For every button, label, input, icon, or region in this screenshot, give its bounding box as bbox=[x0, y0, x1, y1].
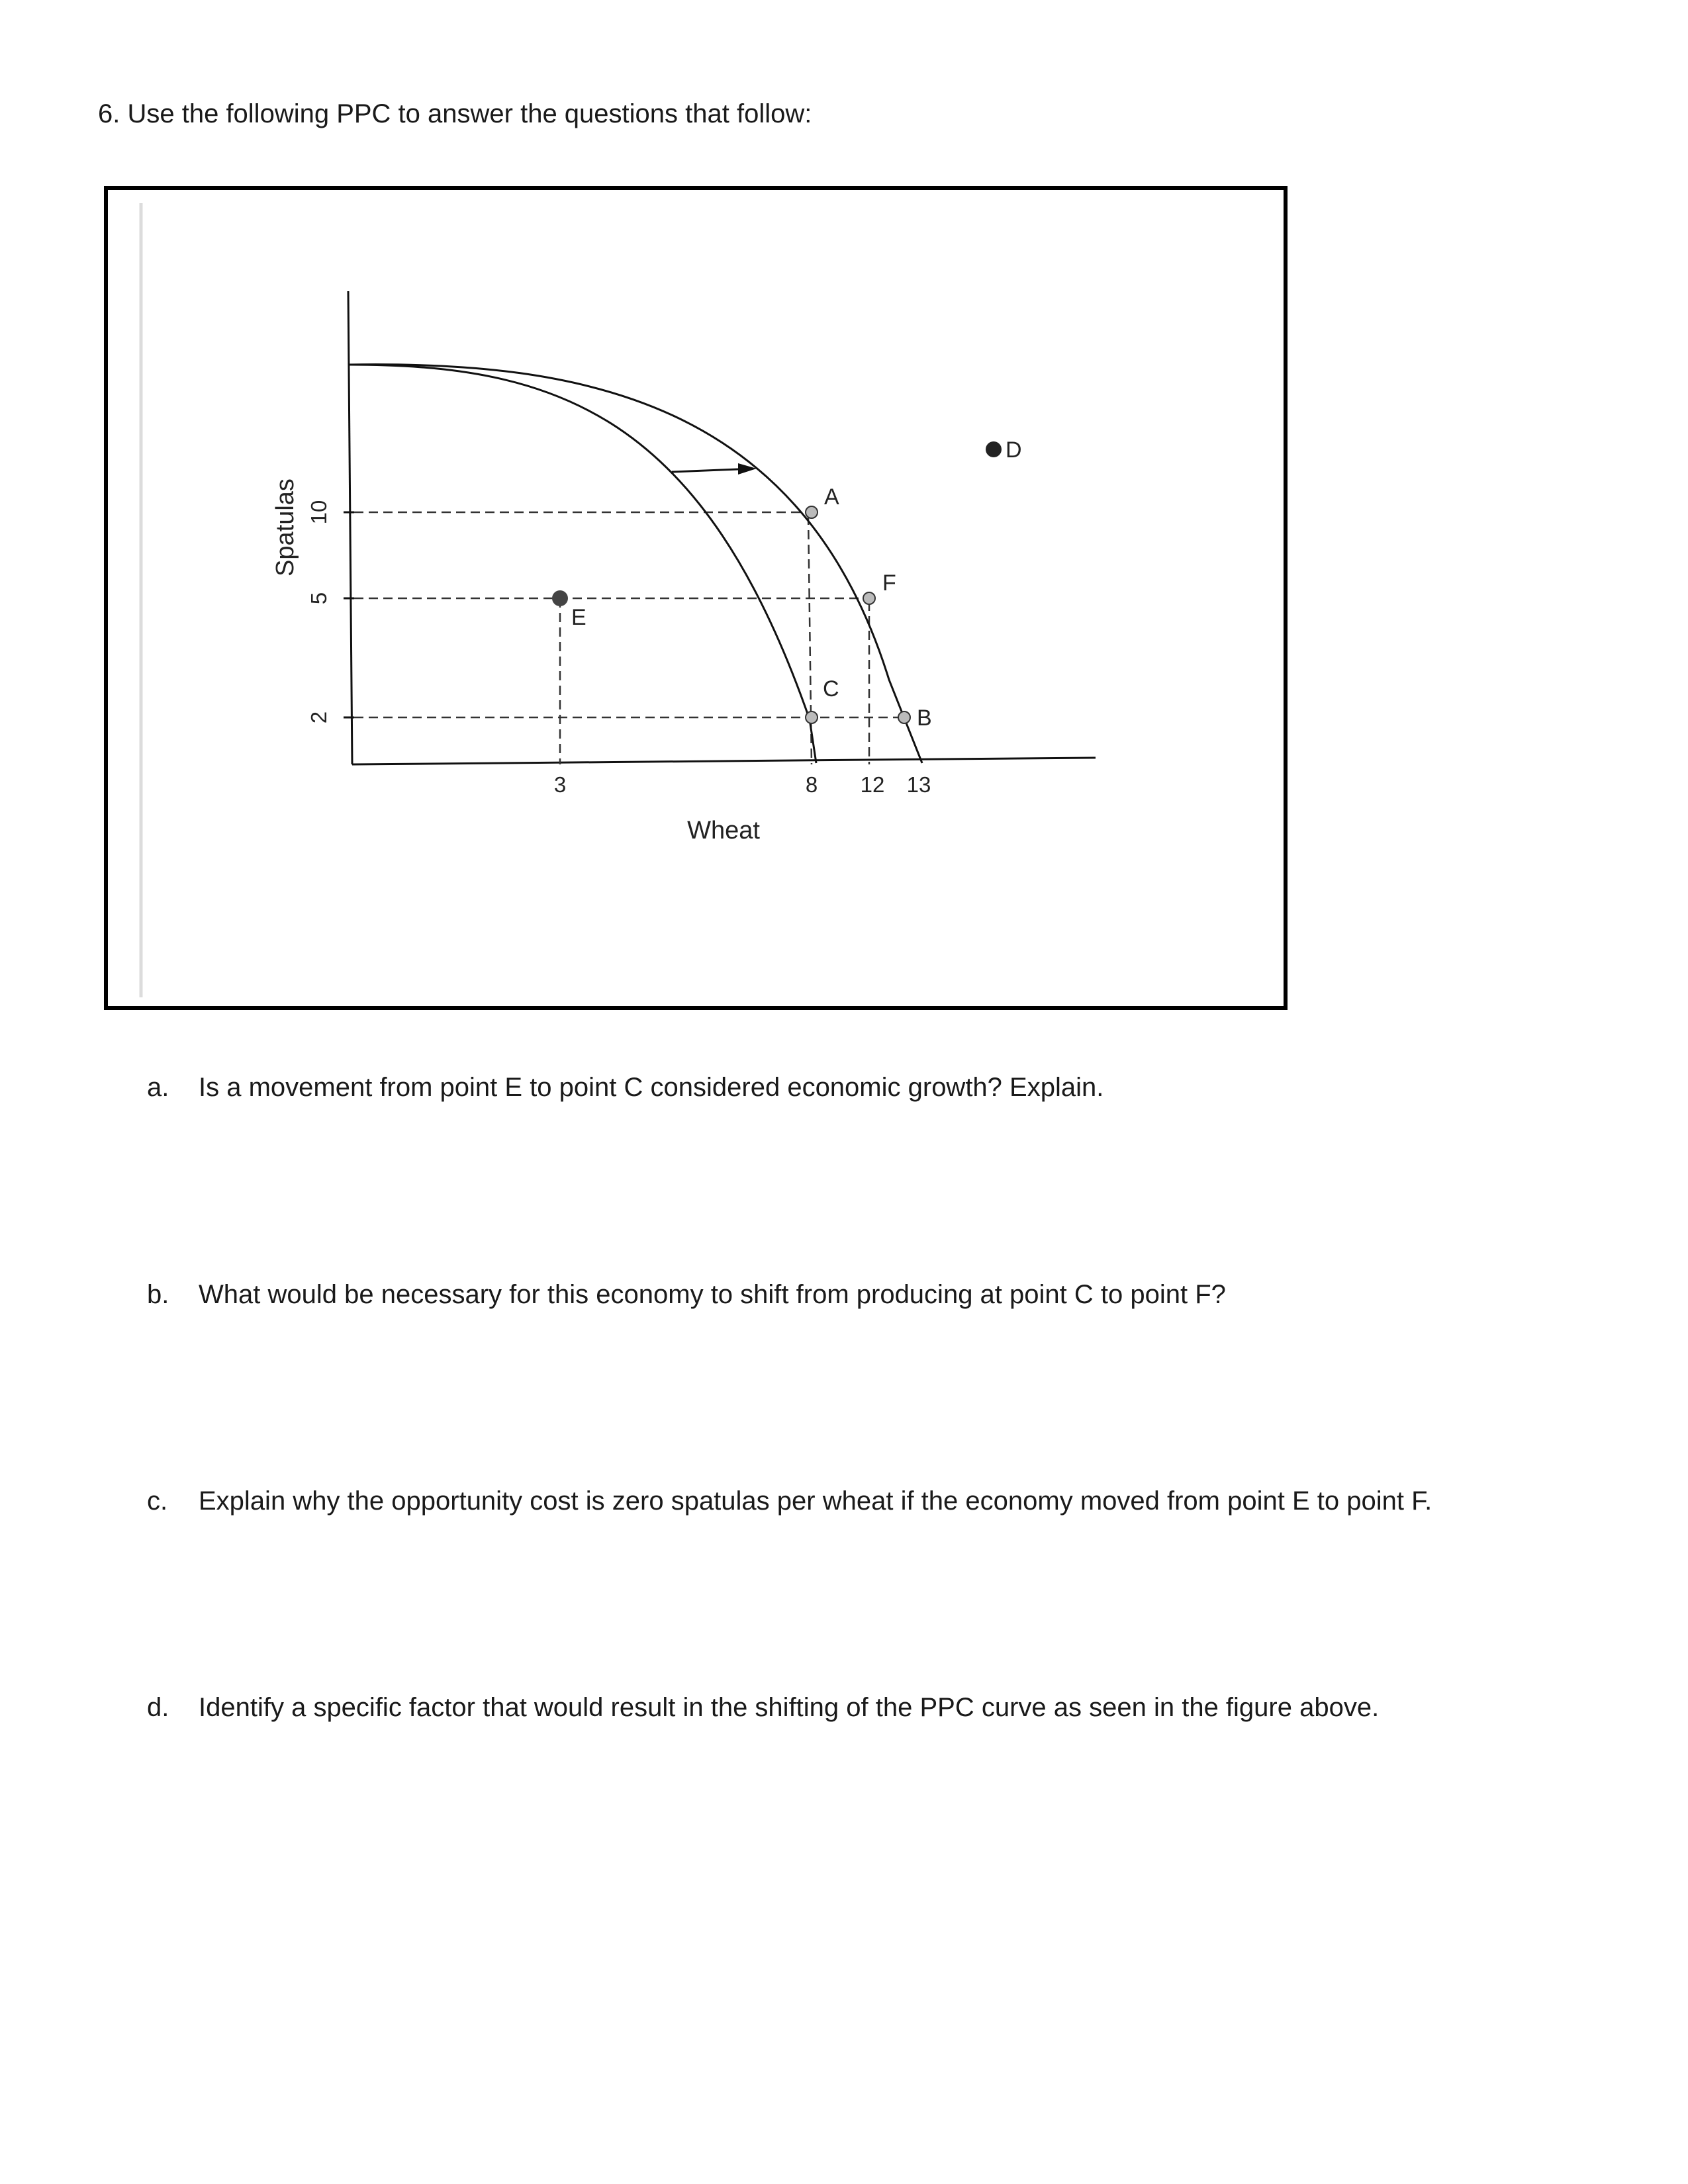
question-d bbox=[147, 1693, 1379, 1723]
x-tick-3: 3 bbox=[553, 772, 567, 797]
question-b bbox=[147, 1280, 1226, 1310]
ppc-figure bbox=[104, 186, 1288, 1010]
point-a bbox=[806, 506, 818, 518]
point-c-label: C bbox=[823, 676, 839, 702]
question-a-letter: a. bbox=[147, 1073, 169, 1102]
original-ppc-curve bbox=[348, 365, 816, 763]
y-tick-2: 2 bbox=[306, 711, 331, 724]
x-axis-title: Wheat bbox=[687, 817, 760, 844]
y-axis bbox=[348, 291, 352, 764]
x-axis bbox=[352, 758, 1096, 764]
question-c-letter: c. bbox=[147, 1486, 168, 1516]
x-tick-13: 13 bbox=[906, 772, 931, 797]
question-title: 6. Use the following PPC to answer the questions that follow: bbox=[98, 99, 812, 128]
point-f-label: F bbox=[882, 570, 896, 596]
point-b-label: B bbox=[917, 705, 932, 731]
question-d-letter: d. bbox=[147, 1693, 169, 1722]
point-d bbox=[986, 441, 1002, 457]
ppc-chart bbox=[108, 190, 1284, 1006]
x-tick-8: 8 bbox=[805, 772, 818, 797]
y-tick-5: 5 bbox=[306, 592, 331, 605]
point-e-label: E bbox=[571, 605, 586, 630]
shift-arrow bbox=[672, 469, 738, 472]
y-tick-10: 10 bbox=[306, 500, 331, 525]
question-b-text: What would be necessary for this economy to shift from producing at point C to point F? bbox=[199, 1280, 1226, 1309]
point-d-label: D bbox=[1006, 437, 1022, 463]
question-d-text: Identify a specific factor that would result in the shifting of the PPC curve as seen in the figure above. bbox=[199, 1693, 1380, 1722]
point-e bbox=[552, 590, 568, 606]
point-a-label: A bbox=[824, 484, 839, 510]
point-f bbox=[863, 592, 875, 604]
x-tick-12: 12 bbox=[860, 772, 885, 797]
question-a bbox=[147, 1073, 1103, 1103]
question-c-text: Explain why the opportunity cost is zero spatulas per wheat if the economy moved from point E to point F. bbox=[199, 1486, 1432, 1516]
question-c bbox=[147, 1486, 1432, 1516]
question-b-letter: b. bbox=[147, 1280, 169, 1309]
point-b bbox=[898, 711, 910, 723]
shifted-ppc-curve bbox=[348, 365, 922, 763]
y-axis-title: Spatulas bbox=[271, 478, 299, 576]
question-a-text: Is a movement from point E to point C considered economic growth? Explain. bbox=[199, 1073, 1104, 1102]
point-c bbox=[806, 711, 818, 723]
